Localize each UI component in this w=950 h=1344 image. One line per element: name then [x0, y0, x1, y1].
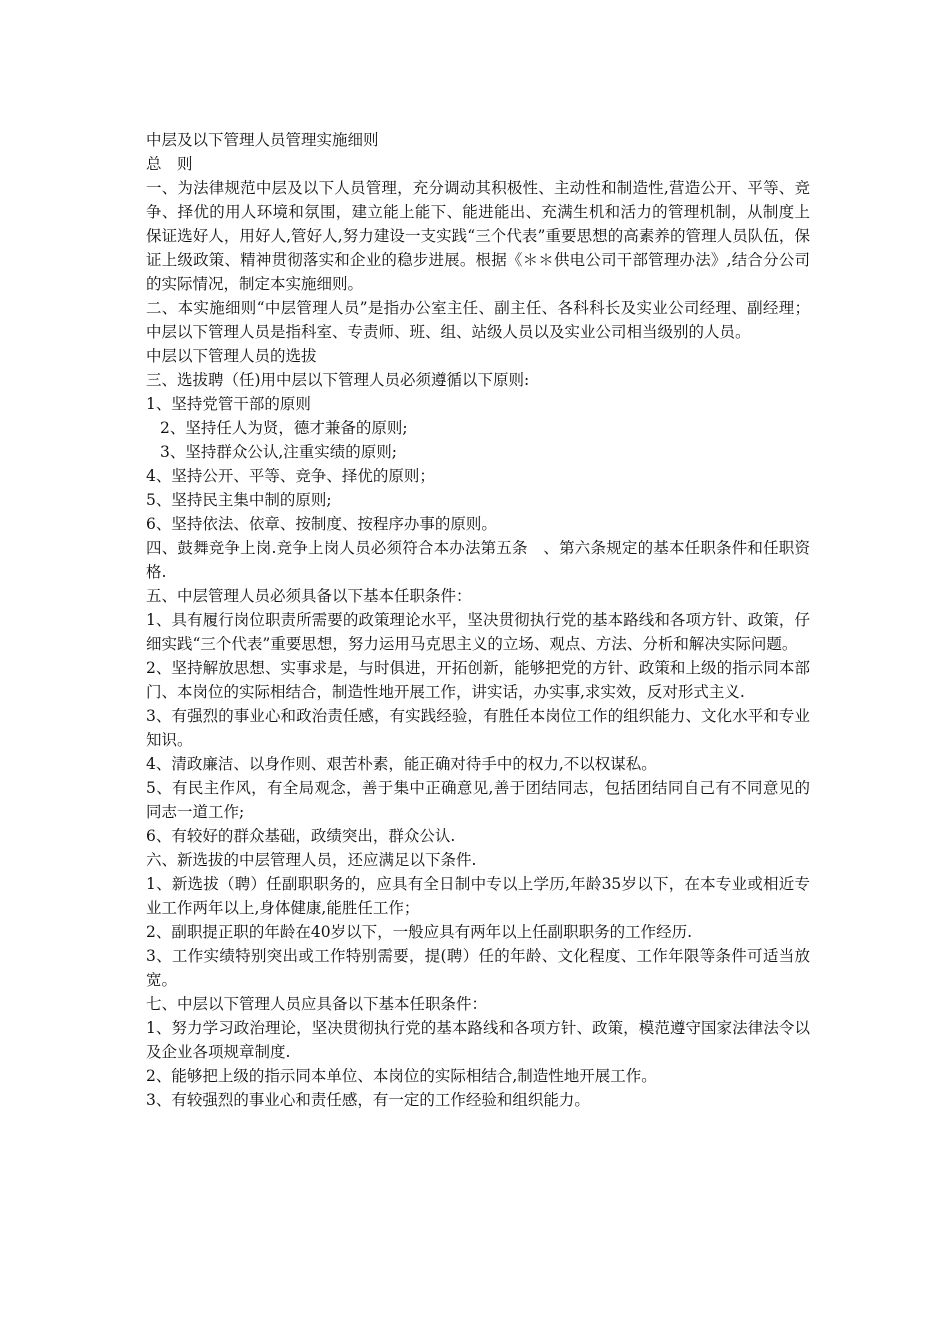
section-heading-general: 总 则 — [146, 155, 193, 173]
document-title: 中层及以下管理人员管理实施细则 — [146, 131, 379, 149]
paragraph-article-4: 四、鼓舞竞争上岗.竞争上岗人员必须符合本办法第五条 、第六条规定的基本任职条件和任职资格. — [146, 539, 810, 581]
condition-item: 2、副职提正职的年龄在40岁以下，一般应具有两年以上任副职职务的工作经历. — [146, 923, 693, 941]
paragraph-article-3: 三、选拔聘（任)用中层以下管理人员必须遵循以下原则: — [146, 371, 530, 389]
condition-item: 3、有强烈的事业心和政治责任感，有实践经验，有胜任本岗位工作的组织能力、文化水平和专业知识。 — [146, 707, 810, 749]
paragraph-article-6: 六、新选拔的中层管理人员，还应满足以下条件. — [146, 851, 477, 869]
document-body — [146, 128, 810, 1112]
paragraph-article-1: 一、为法律规范中层及以下人员管理，充分调动其积极性、主动性和制造性,营造公开、平等、竞争、择优的用人环境和氛围，建立能上能下、能进能出、充满生机和活力的管理机制，从制度上保证选好人，用好人,管好人,努力建设一支实践“三个代表”重要思想的高素养的管理人员队伍，保证上级政策、精神贯彻落实和企业的稳步进展。根据《＊＊供电公司干部管理办法》,结合分公司的实际情况，制定本实施细则。 — [146, 179, 810, 293]
principle-item: 4、坚持公开、平等、竞争、择优的原则； — [146, 467, 435, 485]
condition-item: 1、新选拔（聘）任副职职务的，应具有全日制中专以上学历,年龄35岁以下，在本专业或相近专业工作两年以上,身体健康,能胜任工作； — [146, 875, 810, 917]
section-heading-selection: 中层以下管理人员的选拔 — [146, 347, 317, 365]
condition-item: 1、努力学习政治理论，坚决贯彻执行党的基本路线和各项方针、政策，模范遵守国家法律法令以及企业各项规章制度. — [146, 1019, 810, 1061]
principle-item: 2、坚持任人为贤，德才兼备的原则; — [160, 419, 408, 437]
condition-item: 6、有较好的群众基础，政绩突出，群众公认. — [146, 827, 456, 845]
condition-item: 4、清政廉洁、以身作则、艰苦朴素，能正确对待手中的权力,不以权谋私。 — [146, 755, 657, 773]
condition-item: 5、有民主作风，有全局观念，善于集中正确意见,善于团结同志，包括团结同自己有不同意见的同志一道工作; — [146, 779, 810, 821]
paragraph-article-7: 七、中层以下管理人员应具备以下基本任职条件： — [146, 995, 488, 1013]
paragraph-article-5: 五、中层管理人员必须具备以下基本任职条件： — [146, 587, 472, 605]
condition-item: 3、有较强烈的事业心和责任感，有一定的工作经验和组织能力。 — [146, 1091, 590, 1109]
principle-item: 1、坚持党管干部的原则 — [146, 395, 311, 413]
condition-item: 3、工作实绩特别突出或工作特别需要，提(聘）任的年龄、文化程度、工作年限等条件可适当放宽。 — [146, 947, 810, 989]
principle-item: 5、坚持民主集中制的原则; — [146, 491, 332, 509]
principle-item: 3、坚持群众公认,注重实绩的原则; — [160, 443, 398, 461]
paragraph-article-2: 二、本实施细则“中层管理人员”是指办公室主任、副主任、各科科长及实业公司经理、副经理；中层以下管理人员是指科室、专责师、班、组、站级人员以及实业公司相当级别的人员。 — [146, 299, 810, 341]
principle-item: 6、坚持依法、依章、按制度、按程序办事的原则。 — [146, 515, 497, 533]
condition-item: 1、具有履行岗位职责所需要的政策理论水平，坚决贯彻执行党的基本路线和各项方针、政策，仔细实践“三个代表”重要思想，努力运用马克思主义的立场、观点、方法、分析和解决实际问题。 — [146, 611, 810, 653]
condition-item: 2、坚持解放思想、实事求是，与时俱进，开拓创新，能够把党的方针、政策和上级的指示同本部门、本岗位的实际相结合，制造性地开展工作，讲实话，办实事,求实效，反对形式主义. — [146, 659, 810, 701]
condition-item: 2、能够把上级的指示同本单位、本岗位的实际相结合,制造性地开展工作。 — [146, 1067, 657, 1085]
